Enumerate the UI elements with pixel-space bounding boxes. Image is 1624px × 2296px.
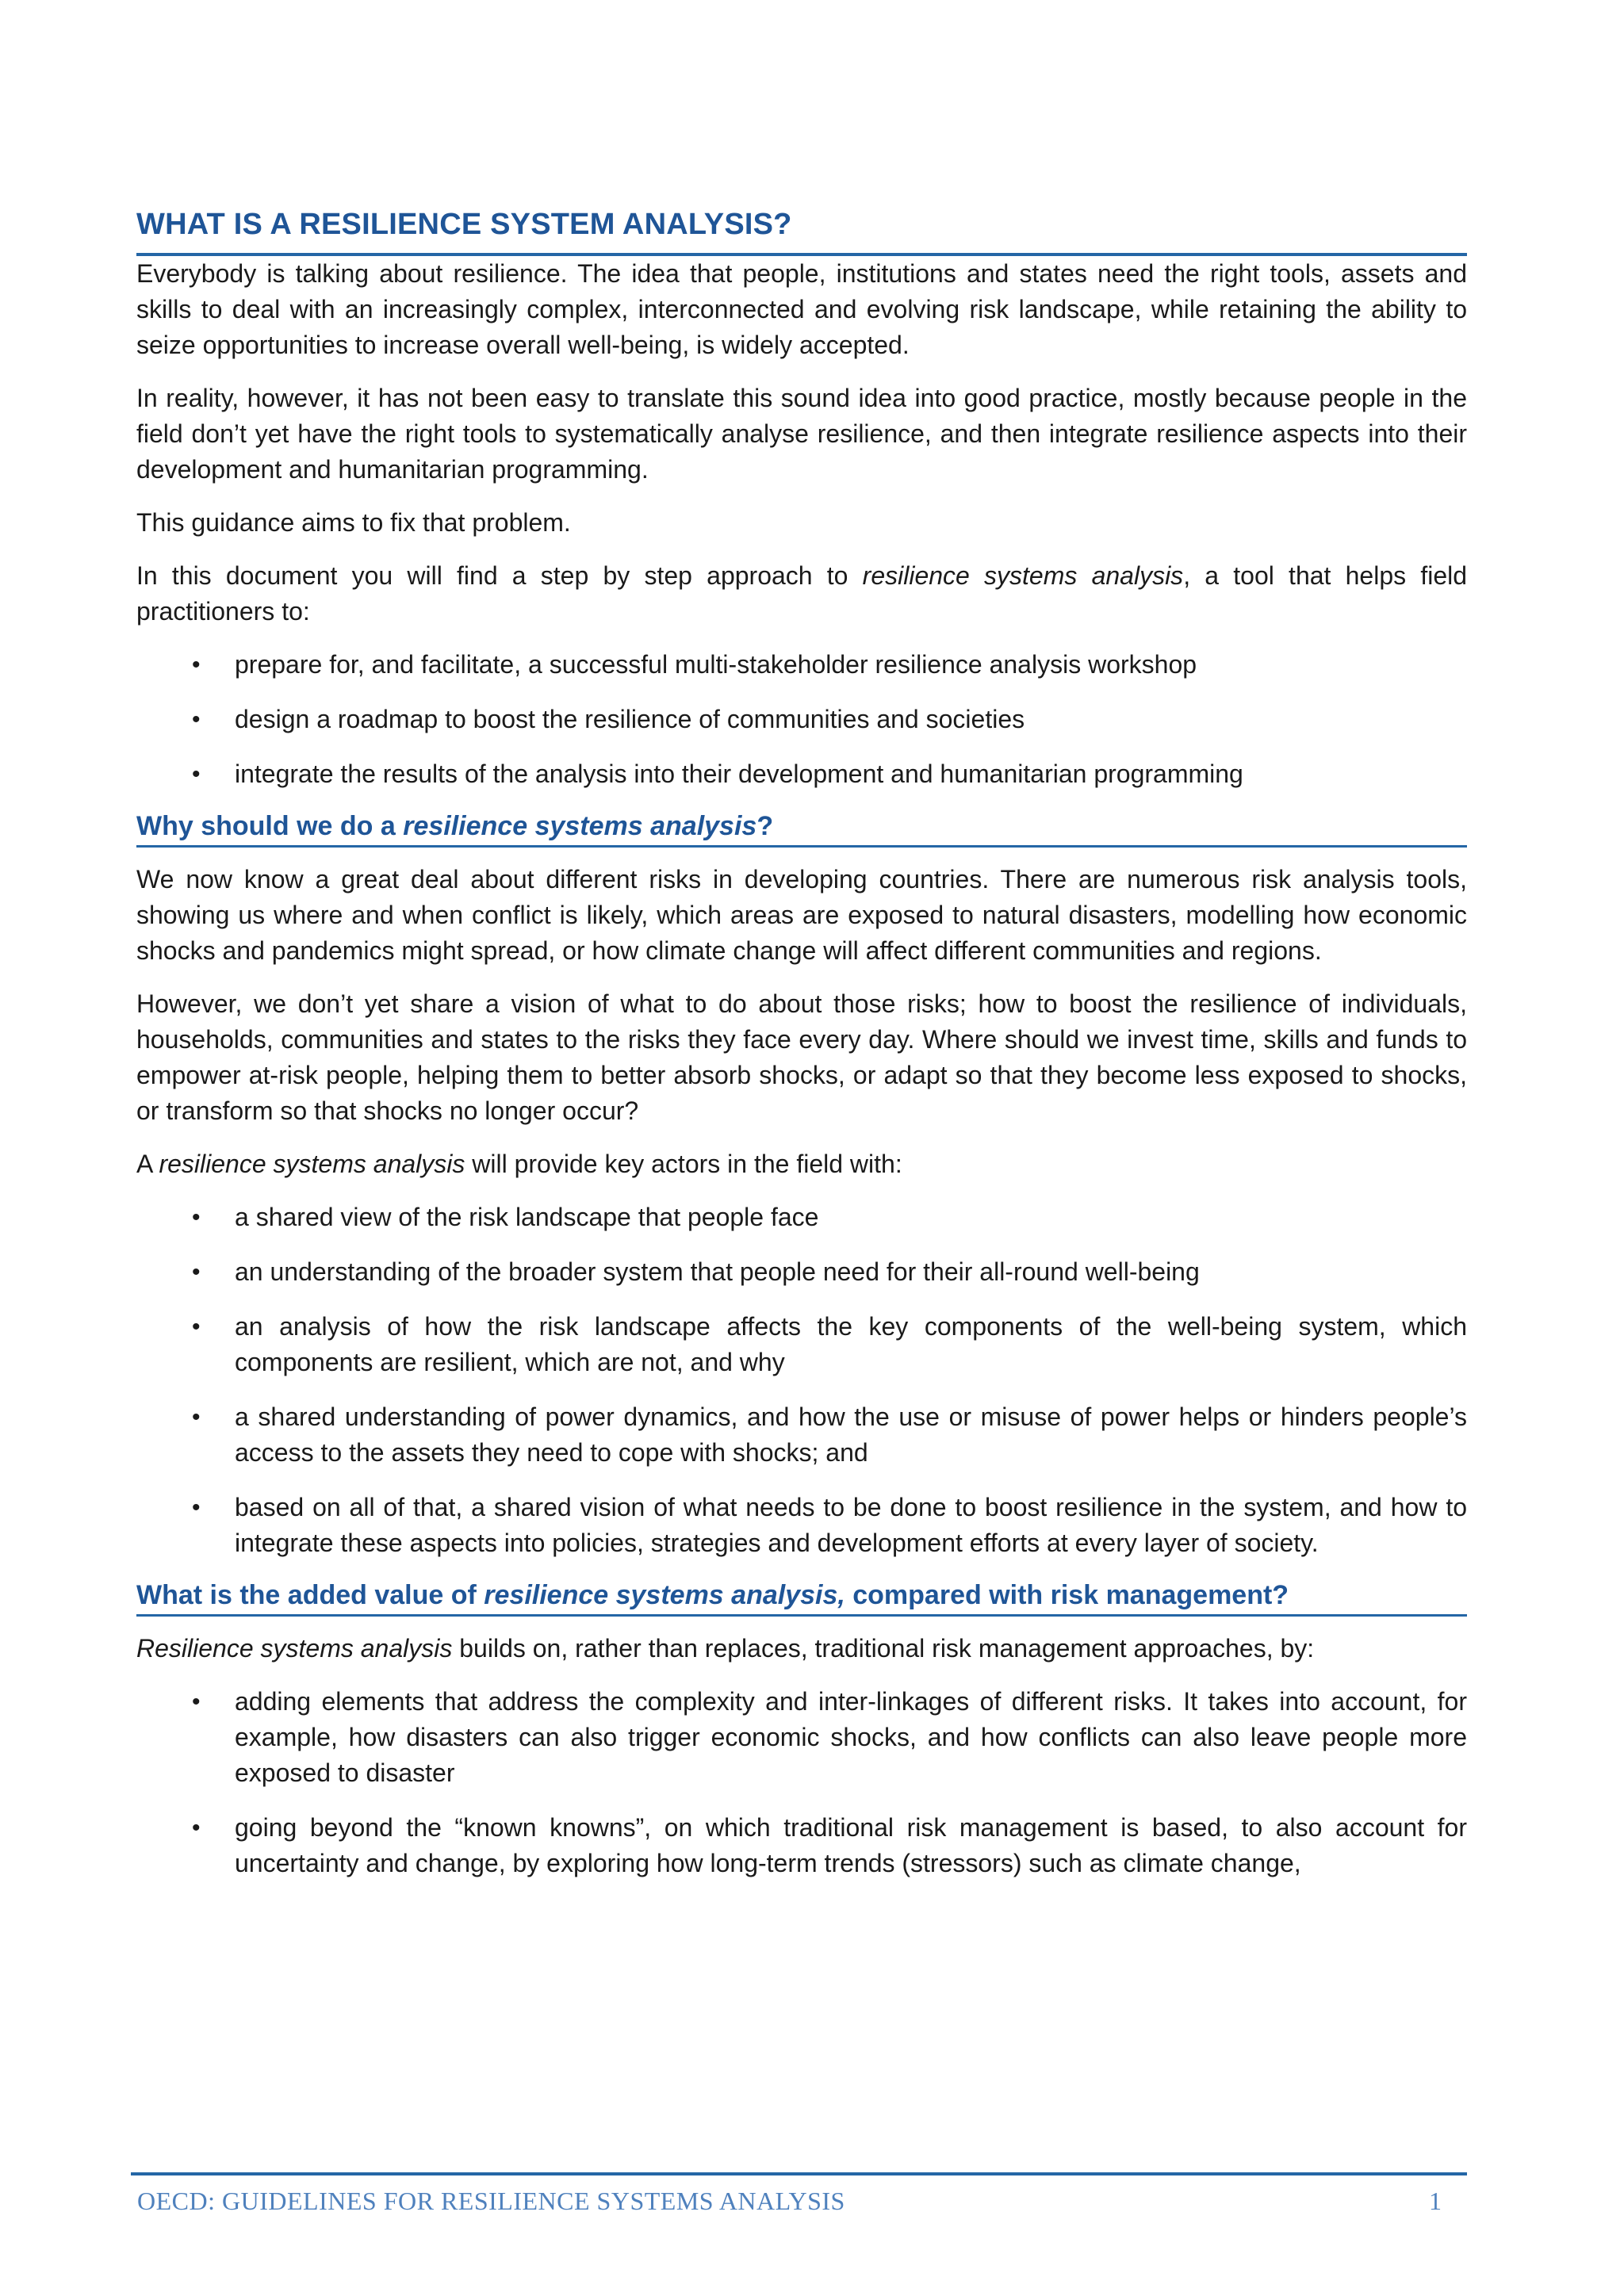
why-p3-text-after: will provide key actors in the field with: (465, 1150, 902, 1178)
list-item-text: an understanding of the broader system that people need for their all-round well-being (235, 1257, 1200, 1286)
list-item (136, 1200, 1467, 1235)
list-item (136, 1254, 1467, 1290)
footer-title: OECD: GUIDELINES FOR RESILIENCE SYSTEMS ANALYSIS (137, 2187, 845, 2215)
page-content (136, 208, 1467, 1900)
added-value-p1-text-after: builds on, rather than replaces, traditional risk management approaches, by: (452, 1634, 1315, 1663)
why-p3-text-before: A (136, 1150, 159, 1178)
heading-italic: resilience systems analysis (403, 811, 757, 841)
intro-paragraph-2: In reality, however, it has not been easy to translate this sound idea into good practice, mostly because people in the field don’t yet have the right tools to systematically analyse resilience, and then integrate resilience aspects into their development and humanitarian programming. (136, 384, 1467, 484)
list-item-text: prepare for, and facilitate, a successful multi-stakeholder resilience analysis workshop (235, 650, 1197, 679)
page-footer (131, 2172, 1467, 2216)
list-item-text: based on all of that, a shared vision of what needs to be done to boost resilience in the system, and how to integrate these aspects into policies, strategies and development efforts at every layer of society. (235, 1493, 1467, 1557)
bullet-icon: • (192, 761, 201, 787)
heading-text-before: Why should we do a (136, 811, 404, 841)
list-item-text: design a roadmap to boost the resilience of communities and societies (235, 705, 1025, 733)
heading-italic: resilience systems analysis, (484, 1580, 845, 1610)
added-value-p1-italic: Resilience systems analysis (136, 1634, 453, 1663)
page-number: 1 (1429, 2187, 1442, 2215)
list-item (136, 1309, 1467, 1380)
list-item (136, 756, 1467, 792)
bullet-icon: • (192, 652, 201, 678)
bullet-icon: • (192, 1259, 201, 1285)
section-heading-added-value (136, 1580, 1467, 1617)
bullet-icon: • (192, 1204, 201, 1230)
bullet-icon: • (192, 1689, 201, 1715)
intro-p4-italic: resilience systems analysis (862, 561, 1184, 590)
list-item (136, 647, 1467, 683)
intro-paragraph-3: This guidance aims to fix that problem. (136, 508, 571, 537)
bullet-icon: • (192, 1404, 201, 1430)
heading-text-after: ? (756, 811, 774, 841)
list-item-text: an analysis of how the risk landscape affects the key components of the well-being system, which components are resilient, which are not, and why (235, 1312, 1467, 1376)
why-paragraph-2: However, we don’t yet share a vision of what to do about those risks; how to boost the resilience of individuals, households, communities and states to the risks they face every day. Where should we invest time, skills and funds to empower at-risk people, helping them to better absorb shocks, or adapt so that they become less exposed to shocks, or transform so that shocks no longer occur? (136, 989, 1467, 1125)
bullet-icon: • (192, 706, 201, 733)
section-heading-why (136, 811, 1467, 848)
list-item-text: adding elements that address the complexity and inter-linkages of different risks. It takes into account, for example, how disasters can also trigger economic shocks, and how conflicts can also leave people more exposed to disaster (235, 1687, 1467, 1787)
bullet-icon: • (192, 1815, 201, 1841)
intro-bullet-list (136, 647, 1467, 792)
list-item (136, 1490, 1467, 1561)
list-item-text: a shared understanding of power dynamics, and how the use or misuse of power helps or hinders people’s access to the assets they need to cope with shocks; and (235, 1402, 1467, 1467)
heading-text-after: compared with risk management? (845, 1580, 1289, 1610)
bullet-icon: • (192, 1314, 201, 1340)
list-item-text: integrate the results of the analysis into their development and humanitarian programming (235, 760, 1243, 788)
added-value-paragraph-1 (136, 1631, 1467, 1667)
list-item (136, 702, 1467, 737)
page-title: WHAT IS A RESILIENCE SYSTEM ANALYSIS? (136, 208, 1467, 256)
list-item (136, 1684, 1467, 1791)
list-item-text: a shared view of the risk landscape that people face (235, 1203, 819, 1231)
list-item (136, 1399, 1467, 1471)
intro-p4-text-after: , a tool that helps field practitioners to: (136, 561, 1468, 626)
added-value-bullet-list (136, 1684, 1467, 1881)
heading-text-before: What is the added value of (136, 1580, 485, 1610)
list-item-text: going beyond the “known knowns”, on which traditional risk management is based, to also account for uncertainty and change, by exploring how long-term trends (stressors) such as climate change, (235, 1813, 1467, 1877)
list-item (136, 1810, 1467, 1881)
bullet-icon: • (192, 1494, 201, 1521)
why-bullet-list (136, 1200, 1467, 1561)
why-paragraph-1: We now know a great deal about different risks in developing countries. There are numerous risk analysis tools, showing us where and when conflict is likely, which areas are exposed to natural disasters, modelling how economic shocks and pandemics might spread, or how climate change will affect different communities and regions. (136, 865, 1467, 965)
intro-paragraph-4 (136, 558, 1467, 629)
intro-paragraph-1: Everybody is talking about resilience. The idea that people, institutions and states need the right tools, assets and skills to deal with an increasingly complex, interconnected and evolving risk landscape, while retaining the ability to seize opportunities to increase overall well-being, is widely accepted. (136, 259, 1467, 359)
intro-p4-text-before: In this document you will find a step by step approach to (136, 561, 863, 590)
why-p3-italic: resilience systems analysis (159, 1150, 465, 1178)
why-paragraph-3 (136, 1146, 1467, 1182)
